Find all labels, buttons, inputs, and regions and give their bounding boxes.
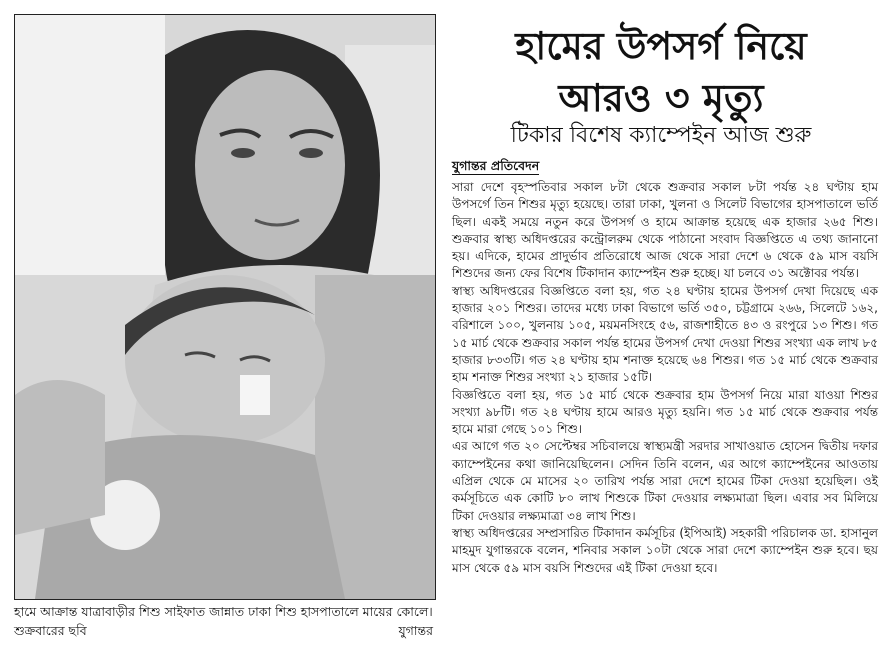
mother-child-photo [15,15,435,599]
reporter-byline: যুগান্তর প্রতিবেদন [452,158,540,173]
paragraph: বিজ্ঞপ্তিতে বলা হয়, গত ১৫ মার্চ থেকে শুক্রবার হাম উপসর্গ নিয়ে মারা যাওয়া শিশুর সংখ্যা ৯৮টি। গত ২৪ ঘণ্টায় হামে আরও মৃত্যু হয়নি। গত ১৫ মার্চ থেকে শুক্রবার পর্যন্ত হামে মারা গেছে ১০১ শিশু। [452,387,878,437]
paragraph: স্বাস্থ্য অধিদপ্তরের বিজ্ঞপ্তিতে বলা হয়, গত ২৪ ঘণ্টায় হামের উপসর্গ দেখা দিয়েছে এক হাজার ২০১ শিশুর। তাদের মধ্যে ঢাকা বিভাগে ভর্তি ৩৫০, চট্টগ্রামে ২৬৬, সিলেটে ১৬২, বরিশালে ১০০, খুলনায় ১০৫, ময়মনসিংহে ৫৬, রাজশাহীতে ৪৩ ও রংপুরে ১৩ শিশু। গত ১৫ মার্চ থেকে শুক্রবার সকাল পর্যন্ত হামের উপসর্গ দেখা দেওয়া শিশুর সংখ্যা এক লাখ ৮৫ হাজার ৮৩৩টি। গত ২৪ ঘণ্টায় হাম শনাক্ত হয়েছে ৬৪ শিশুর। গত ১৫ মার্চ থেকে শুক্রবার হাম শনাক্ত শিশুর সংখ্যা ২১ হাজার ১৫টি। [452,283,878,385]
news-photo [14,14,436,600]
subheadline: টিকার বিশেষ ক্যাম্পেইন আজ শুরু [510,123,812,148]
photo-caption [14,602,435,640]
article-body [452,179,878,577]
photo-caption-text: হামে আক্রান্ত যাত্রাবাড়ীর শিশু সাইফাত জান্নাত ঢাকা শিশু হাসপাতালে মায়ের কোলে। শুক্রবারের ছবি [14,604,433,638]
paragraph: এর আগে গত ২০ সেপ্টেম্বর সচিবালয়ে স্বাস্থ্যমন্ত্রী সরদার সাখাওয়াত হোসেন দ্বিতীয় দফার ক্যাম্পেইনের কথা জানিয়েছিলেন। সেদিন তিনি বলেন, এর আগে ক্যাম্পেইনের আওতায় এপ্রিল থেকে মে মাসের ২০ তারিখ পর্যন্ত সারা দেশে হামের টিকা দেওয়া হয়েছিল। ওই কর্মসূচিতে এক কোটি ৮০ লাখ শিশুকে টিকা দেওয়ার লক্ষ্যমাত্রা ছিল। এবার সব মিলিয়ে টিকা দেওয়ার লক্ষ্যমাত্রা ৩৪ লাখ শিশু। [452,439,878,523]
photo-credit: যুগান্তর [398,623,433,638]
headline-line-1: হামের উপসর্গ নিয়ে [515,23,807,68]
paragraph: সারা দেশে বৃহস্পতিবার সকাল ৮টা থেকে শুক্রবার সকাল ৮টা পর্যন্ত ২৪ ঘণ্টায় হাম উপসর্গে তিন শিশুর মৃত্যু হয়েছে। তারা ঢাকা, খুলনা ও সিলেট বিভাগের হাসপাতালে ভর্তি ছিল। একই সময়ে নতুন করে উপসর্গ ও হামে আক্রান্ত হয়েছে এক হাজার ২৬৫ শিশু। শুক্রবার স্বাস্থ্য অধিদপ্তরের কন্ট্রোলরুম থেকে পাঠানো সংবাদ বিজ্ঞপ্তিতে এ তথ্য জানানো হয়। এদিকে, হামের প্রাদুর্ভাব প্রতিরোধে আজ থেকে সারা দেশে ৬ থেকে ৫৯ মাস বয়সি শিশুদের জন্য ফের বিশেষ টিকাদান ক্যাম্পেইন শুরু হচ্ছে। যা চলবে ৩১ অক্টোবর পর্যন্ত। [452,180,878,281]
headline-line-2: আরও ৩ মৃত্যু [558,75,764,120]
paragraph: স্বাস্থ্য অধিদপ্তরের সম্প্রসারিত টিকাদান কর্মসূচির (ইপিআই) সহকারী পরিচালক ডা. হাসানুল মাহমুদ যুগান্তরকে বলেন, শনিবার সকাল ১০টা থেকে সারা দেশে ক্যাম্পেইন শুরু হবে। ছয় মাস থেকে ৫৯ মাস বয়সি শিশুদের এই টিকা দেওয়া হবে। [452,525,878,575]
headline [446,20,876,124]
